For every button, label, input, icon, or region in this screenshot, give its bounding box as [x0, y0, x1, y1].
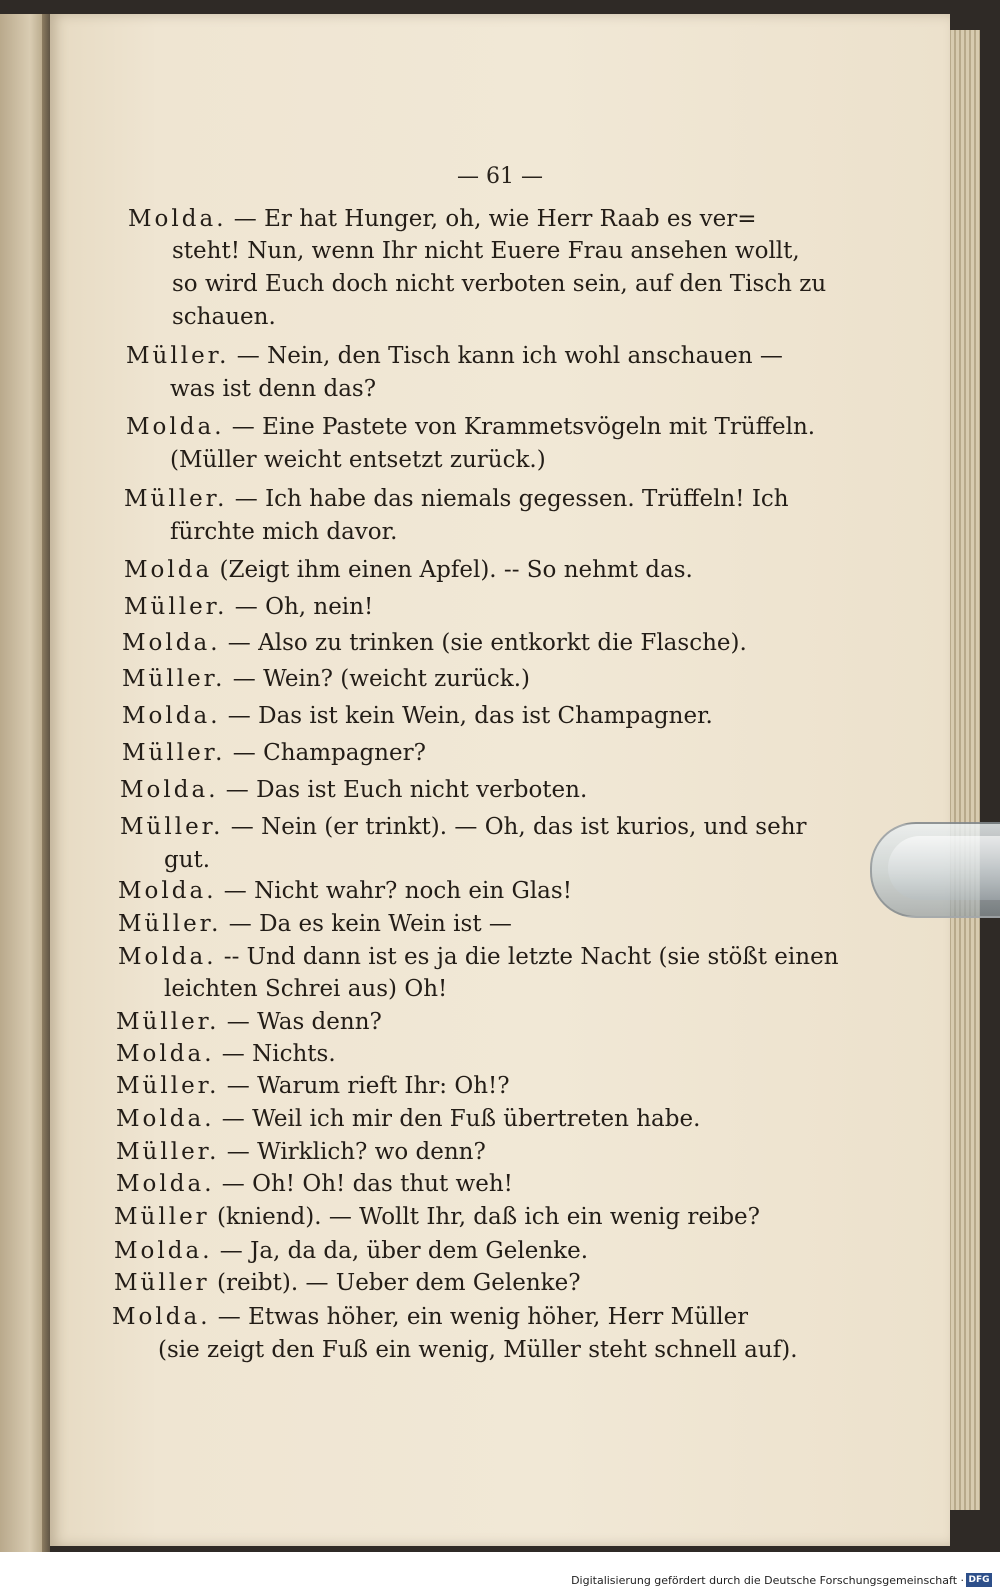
speaker-name: Molda.: [128, 206, 227, 232]
line-text: — Nichts.: [214, 1041, 336, 1067]
text-line: [164, 974, 447, 1004]
page-clip-highlight: [888, 836, 1000, 900]
text-line: [170, 445, 546, 475]
dfg-logo: DFG: [966, 1573, 992, 1587]
line-text: — Nein (er trinkt). — Oh, das ist kurios, und sehr: [223, 814, 807, 840]
text-line: [120, 812, 807, 842]
book-gutter: [42, 14, 50, 1554]
text-line: [114, 1236, 588, 1266]
text-line: [170, 517, 397, 547]
line-text: (Zeigt ihm einen Apfel). -- So nehmt das.: [212, 557, 693, 583]
line-text: — Oh, nein!: [227, 594, 374, 620]
line-text: — Wein? (weicht zurück.): [225, 666, 530, 692]
speaker-name: Molda.: [116, 1106, 215, 1132]
text-line: [126, 341, 783, 371]
text-line: [118, 942, 839, 972]
page-number: — 61 —: [457, 164, 543, 189]
text-line: [120, 775, 587, 805]
text-line: [170, 374, 376, 404]
speaker-name: Molda: [124, 557, 213, 583]
text-line: [116, 1071, 510, 1101]
line-text: was ist denn das?: [170, 376, 377, 402]
speaker-name: Müller: [114, 1270, 210, 1296]
speaker-name: Molda.: [116, 1171, 215, 1197]
speaker-name: Müller.: [116, 1009, 220, 1035]
speaker-name: Müller.: [118, 911, 222, 937]
line-text: — Nein, den Tisch kann ich wohl anschauen —: [229, 343, 783, 369]
speaker-name: Molda.: [118, 878, 217, 904]
speaker-name: Müller.: [124, 486, 228, 512]
text-line: [116, 1137, 486, 1167]
text-line: [112, 1302, 748, 1332]
line-text: so wird Euch doch nicht verboten sein, auf den Tisch zu: [172, 271, 827, 297]
speaker-name: Molda.: [120, 777, 219, 803]
speaker-name: Molda.: [122, 703, 221, 729]
speaker-name: Molda.: [122, 630, 221, 656]
text-line: [122, 701, 713, 731]
line-text: — Eine Pastete von Krammetsvögeln mit Trüffeln.: [224, 414, 816, 440]
line-text: steht! Nun, wenn Ihr nicht Euere Frau ansehen wollt,: [172, 238, 800, 264]
line-text: — Da es kein Wein ist —: [221, 911, 512, 937]
speaker-name: Molda.: [118, 944, 217, 970]
left-page-edge: [0, 14, 50, 1554]
footer-credit: Digitalisierung gefördert durch die Deutsche Forschungsgemeinschaft ·: [571, 1574, 964, 1587]
line-text: — Warum rieft Ihr: Oh!?: [219, 1073, 510, 1099]
text-line: [128, 204, 757, 234]
line-text: (Müller weicht entsetzt zurück.): [170, 447, 546, 473]
text-line: [122, 628, 747, 658]
speaker-name: Molda.: [114, 1238, 213, 1264]
line-text: — Oh! Oh! das thut weh!: [214, 1171, 513, 1197]
line-text: (sie zeigt den Fuß ein wenig, Müller steht schnell auf).: [158, 1337, 798, 1363]
line-text: (reibt). — Ueber dem Gelenke?: [209, 1270, 581, 1296]
text-line: [164, 845, 210, 875]
speaker-name: Molda.: [112, 1304, 211, 1330]
text-line: [124, 592, 373, 622]
text-line: [118, 909, 512, 939]
line-text: — Ich habe das niemals gegessen. Trüffeln! Ich: [227, 486, 789, 512]
line-text: — Das ist Euch nicht verboten.: [218, 777, 588, 803]
text-line: [116, 1169, 513, 1199]
speaker-name: Müller.: [116, 1073, 220, 1099]
line-text: fürchte mich davor.: [170, 519, 398, 545]
line-text: — Champagner?: [225, 740, 426, 766]
text-line: [158, 1335, 798, 1365]
line-text: — Was denn?: [219, 1009, 382, 1035]
text-line: [172, 269, 826, 299]
text-line: [118, 876, 572, 906]
text-line: [116, 1039, 336, 1069]
speaker-name: Müller: [114, 1204, 210, 1230]
line-text: leichten Schrei aus) Oh!: [164, 976, 448, 1002]
text-line: [122, 738, 426, 768]
book-page: [50, 14, 950, 1546]
speaker-name: Molda.: [116, 1041, 215, 1067]
line-text: gut.: [164, 847, 211, 873]
text-line: [172, 236, 800, 266]
speaker-name: Müller.: [124, 594, 228, 620]
line-text: — Etwas höher, ein wenig höher, Herr Müller: [210, 1304, 749, 1330]
text-line: [124, 555, 693, 585]
line-text: — Das ist kein Wein, das ist Champagner.: [220, 703, 713, 729]
line-text: — Er hat Hunger, oh, wie Herr Raab es ver=: [226, 206, 757, 232]
line-text: schauen.: [172, 304, 276, 330]
speaker-name: Molda.: [126, 414, 225, 440]
text-line: [172, 302, 276, 332]
line-text: — Also zu trinken (sie entkorkt die Flasche).: [220, 630, 747, 656]
line-text: -- Und dann ist es ja die letzte Nacht (sie stößt einen: [216, 944, 839, 970]
speaker-name: Müller.: [126, 343, 230, 369]
text-line: [126, 412, 815, 442]
line-text: — Ja, da da, über dem Gelenke.: [212, 1238, 589, 1264]
speaker-name: Müller.: [122, 666, 226, 692]
speaker-name: Müller.: [122, 740, 226, 766]
text-line: [114, 1202, 760, 1232]
line-text: (kniend). — Wollt Ihr, daß ich ein wenig reibe?: [209, 1204, 761, 1230]
speaker-name: Müller.: [116, 1139, 220, 1165]
line-text: — Wirklich? wo denn?: [219, 1139, 486, 1165]
line-text: — Weil ich mir den Fuß übertreten habe.: [214, 1106, 701, 1132]
text-line: [122, 664, 530, 694]
line-text: — Nicht wahr? noch ein Glas!: [216, 878, 572, 904]
text-line: [114, 1268, 581, 1298]
speaker-name: Müller.: [120, 814, 224, 840]
text-line: [124, 484, 789, 514]
text-block: [50, 14, 950, 1546]
text-line: [116, 1007, 382, 1037]
text-line: [116, 1104, 700, 1134]
